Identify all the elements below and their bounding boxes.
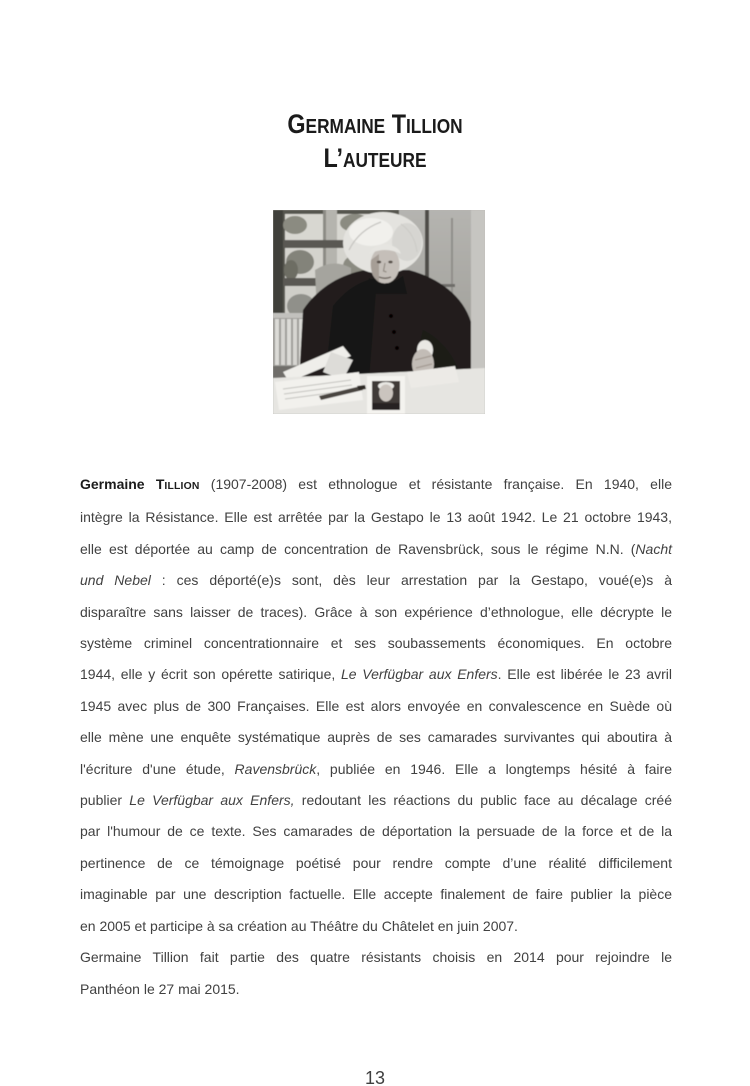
text-line — [80, 659, 672, 690]
text-segment: elle est déportée au camp de concentration de Ravensbrück, sous le régime N.N. ( — [80, 540, 636, 557]
text-segment: l'écriture d'une étude, — [80, 760, 235, 777]
text-line — [80, 469, 672, 502]
text-line — [80, 974, 672, 1005]
text-segment: Panthéon le 27 mai 2015. — [80, 980, 240, 997]
text-segment: (1907-2008) est ethnologue et résistante française. En 1940, elle — [199, 476, 672, 492]
text-line — [80, 754, 672, 785]
text-line — [80, 722, 672, 753]
text-segment: imaginable par une description factuelle. Elle accepte finalement de faire publier la pièce — [80, 886, 672, 903]
text-segment: 1944, elle y écrit son opérette satirique, — [80, 666, 341, 683]
text-segment: par l'humour de ce texte. Ses camarades de déportation la persuade de la force et de la — [80, 823, 672, 840]
text-segment: elle mène une enquête systématique auprès de ses camarades survivantes qui aboutira à — [80, 729, 672, 746]
text-segment: publier — [80, 792, 130, 809]
text-segment: , publiée en 1946. Elle a longtemps hésité à faire — [316, 760, 672, 777]
text-segment: und Nebel — [80, 572, 151, 589]
text-segment: en 2005 et participe à sa création au Théâtre du Châtelet en juin 2007. — [80, 917, 518, 934]
text-segment: . Elle est libérée le 23 avril — [497, 666, 672, 683]
text-line — [80, 942, 672, 973]
text-line — [80, 816, 672, 847]
text-line — [80, 628, 672, 659]
text-segment: T — [155, 476, 165, 492]
text-segment: Le Verfügbar aux Enfers, — [129, 792, 295, 809]
page-number: 13 — [364, 1068, 386, 1086]
text-segment: système criminel concentrationnaire et ses soubassements économiques. En octobre — [80, 635, 672, 652]
text-segment: L’ — [323, 142, 343, 173]
text-segment: disparaître sans laisser de traces). Grâce à son expérience d’ethnologue, elle décrypte le — [80, 603, 672, 620]
text-segment: 1945 avec plus de 300 Françaises. Elle est alors envoyée en convalescence en Suède où — [80, 697, 672, 714]
text-segment: ERMAINE — [305, 116, 386, 138]
text-line — [80, 597, 672, 628]
text-segment: : ces déporté(e)s sont, dès leur arrestation par la Gestapo, voué(e)s à — [150, 572, 672, 589]
text-segment: pertinence de ce témoignage poétisé pour rendre compte d’une réalité difficilement — [80, 854, 672, 871]
text-segment: Le Verfügbar aux Enfers — [340, 666, 498, 683]
text-line — [80, 848, 672, 879]
text-segment: redoutant les réactions du public face au décalage créé — [294, 792, 672, 809]
title-line-1 — [51, 109, 700, 143]
text-segment: ILLION — [164, 481, 200, 492]
text-segment: T — [391, 109, 406, 139]
text-line — [80, 911, 672, 942]
text-segment: Ravensbrück — [234, 760, 317, 777]
text-line — [80, 502, 672, 533]
title-line-2 — [51, 143, 700, 177]
portrait-photo — [273, 210, 485, 414]
text-line — [80, 785, 672, 816]
text-segment: G — [287, 109, 306, 139]
text-segment: AUTEURE — [342, 149, 427, 172]
document-title — [0, 109, 750, 176]
text-segment: Nacht — [635, 540, 672, 557]
text-line — [80, 565, 672, 596]
text-segment: Germaine — [80, 476, 156, 492]
text-segment: intègre la Résistance. Elle est arrêtée par la Gestapo le 13 août 1942. Le 21 octobre 1943, — [80, 509, 672, 526]
text-line — [80, 879, 672, 910]
text-segment: ILLION — [405, 116, 463, 138]
biography-paragraph — [80, 469, 672, 1005]
text-line — [80, 534, 672, 565]
text-line — [80, 691, 672, 722]
text-segment: Germaine Tillion fait partie des quatre résistants choisis en 2014 pour rejoindre le — [80, 949, 672, 966]
